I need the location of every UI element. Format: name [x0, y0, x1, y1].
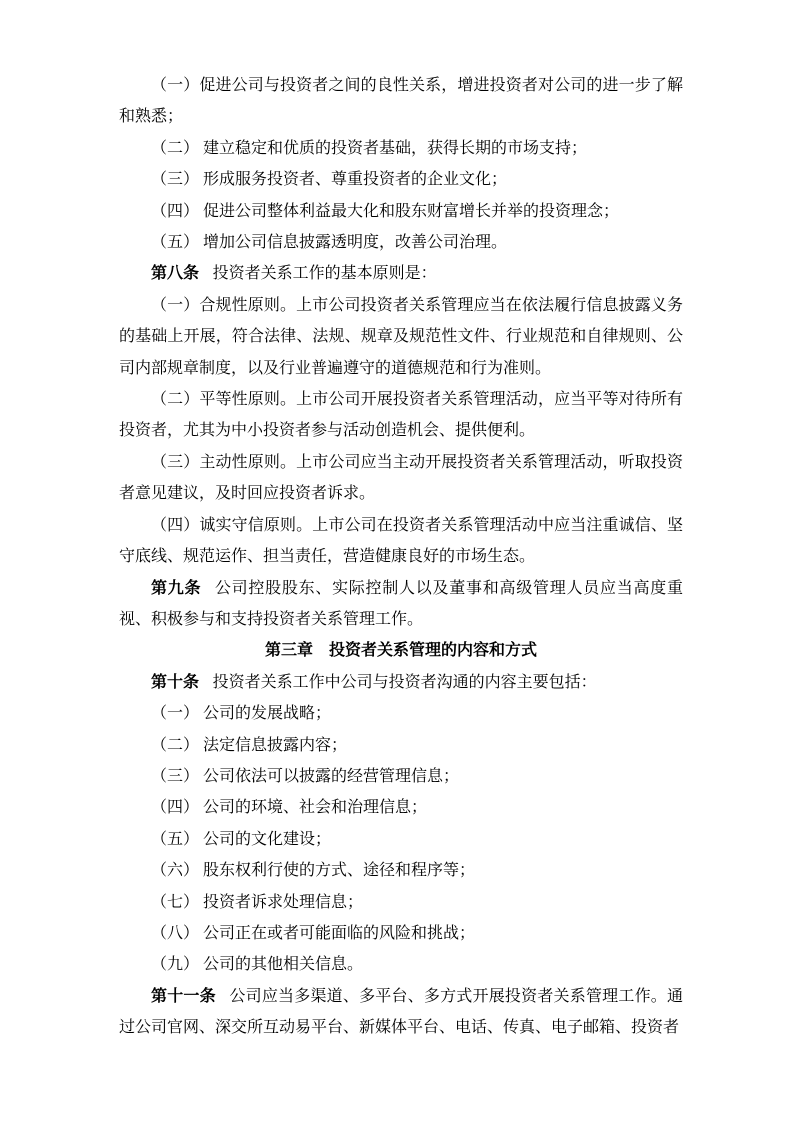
- list-item: （四） 公司的环境、社会和治理信息；: [151, 799, 428, 817]
- principle-paragraph: （一）合规性原则。上市公司投资者关系管理应当在依法履行信息披露义务的基础上开展，符合法律、法规、规章及规范性文件、行业规范和自律规则、公司内部规章制度，以及行业普遍遵守的道德规范和行为准则。: [119, 296, 683, 377]
- principle-paragraph: （二）平等性原则。上市公司开展投资者关系管理活动，应当平等对待所有投资者，尤其为中小投资者参与活动创造机会、提供便利。: [119, 391, 683, 440]
- article-text: 投资者关系工作中公司与投资者沟通的内容主要包括：: [212, 673, 597, 691]
- list-item: （六） 股东权利行使的方式、途径和程序等；: [151, 862, 476, 880]
- article-paragraph: [119, 573, 683, 636]
- list-item: （八） 公司正在或者可能面临的风险和挑战；: [151, 924, 476, 942]
- list-item: （九） 公司的其他相关信息。: [151, 956, 364, 974]
- article-text: 投资者关系工作的基本原则是：: [212, 265, 437, 283]
- list-item: （二） 法定信息披露内容；: [151, 736, 348, 754]
- list-item: （一） 公司的发展战略；: [151, 705, 332, 723]
- list-item: （五） 增加公司信息披露透明度，改善公司治理。: [151, 234, 508, 252]
- chapter-heading: 第三章 投资者关系管理的内容和方式: [264, 642, 537, 660]
- article-number: 第八条: [151, 265, 200, 283]
- article-number: 第十一条: [151, 987, 216, 1005]
- principle-paragraph: （三）主动性原则。上市公司应当主动开展投资者关系管理活动，听取投资者意见建议，及时回应投资者诉求。: [119, 453, 683, 503]
- article-text: 公司控股股东、实际控制人以及董事和高级管理人员应当高度重视、积极参与和支持投资者关系管理工作。: [119, 579, 683, 628]
- list-item: （七） 投资者诉求处理信息；: [151, 893, 364, 911]
- list-item: （三） 形成服务投资者、尊重投资者的企业文化；: [151, 171, 508, 189]
- list-item: （四） 促进公司整体利益最大化和股东财富增长并举的投资理念；: [151, 202, 620, 220]
- list-item: （二） 建立稳定和优质的投资者基础，获得长期的市场支持；: [151, 139, 588, 157]
- article-paragraph: [119, 981, 683, 1044]
- list-item: （五） 公司的文化建设；: [151, 830, 332, 848]
- article-number: 第九条: [151, 579, 202, 597]
- list-item: （一）促进公司与投资者之间的良性关系，增进投资者对公司的进一步了解和熟悉；: [119, 77, 683, 126]
- principle-paragraph: （四）诚实守信原则。上市公司在投资者关系管理活动中应当注重诚信、坚守底线、规范运作、担当责任，营造健康良好的市场生态。: [119, 516, 683, 566]
- article-paragraph: [119, 258, 683, 289]
- list-item: （三） 公司依法可以披露的经营管理信息；: [151, 767, 460, 785]
- article-number: 第十条: [151, 673, 200, 691]
- article-text: 公司应当多渠道、多平台、多方式开展投资者关系管理工作。通过公司官网、深交所互动易平台、新媒体平台、电话、传真、电子邮箱、投资者: [119, 987, 683, 1037]
- article-paragraph: [119, 667, 683, 698]
